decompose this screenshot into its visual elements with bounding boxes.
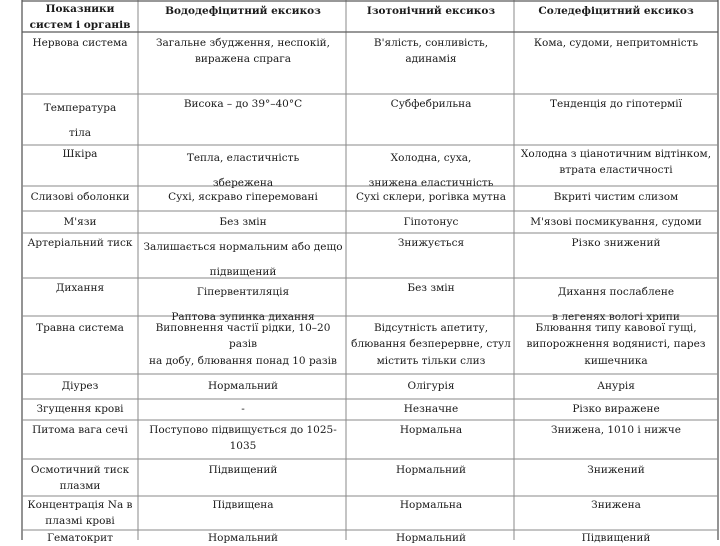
row-label: Слизові оболонки [30,191,130,203]
table-cell: Анурія [597,380,635,392]
table-cell: Сухі, яскраво гіперемовані [168,191,318,203]
row-label: Травна система [36,322,124,334]
table-cell: Нормальний [207,380,278,392]
table-cell: Тепла, еластичність збережена [186,152,300,190]
row-label: Гематокрит [47,532,113,544]
header-water-deficit: Вододефіцитний ексикоз [165,5,321,17]
table-cell: Блювання типу кавової гущі, випорожнення водянисті, парез кишечника [526,322,706,367]
row-label: Осмотичний тиск плазми [30,464,130,493]
table-cell: Нормальна [399,424,463,436]
table-cell: Різко знижений [571,237,661,249]
table-cell: - [241,403,245,415]
row-label: Нервова система [32,37,128,49]
table-cell: Нормальний [395,532,466,544]
table-cell: Без змін [407,282,455,294]
table-cell: Нормальна [399,499,463,511]
table-cell: Різко виражене [572,403,660,415]
row-label: Дихання [55,282,105,294]
table-cell: Сухі склери, рогівка мутна [356,191,506,203]
table-cell: Холодна, суха, знижена еластичність [368,152,494,190]
table-cell: Відсутність апетиту, блювання безперервне, стул містить тільки слиз [351,322,511,367]
row-label: Діурез [61,380,99,392]
table-cell: Знижується [397,237,465,249]
table-cell: Виповнення частії рідки, 10–20 разів на добу, блювання понад 10 разів [149,322,337,367]
table-cell: Вкриті чистим слизом [553,191,679,203]
table-cell: Без змін [219,216,267,228]
table-cell: Залишається нормальним або дещо підвищений [143,241,343,279]
row-label: Питома вага сечі [32,424,128,436]
table-cell: Підвищена [212,499,274,511]
table-cell: Нормальний [207,532,278,544]
row-label: Концентрація Na в плазмі крові [27,499,133,528]
table-cell: Підвищений [208,464,278,476]
header-salt-deficit: Соледефіцитний ексикоз [538,5,694,17]
header-indicators: Показники систем і органів [29,3,131,32]
table-cell: Кома, судоми, непритомність [533,37,699,49]
table-cell: Висока – до 39°–40°С [183,98,303,110]
table-cell: Нормальний [395,464,466,476]
table-cell: М'язові посмикування, судоми [530,216,702,228]
row-label: М'язи [63,216,97,228]
table-cell: В'ялість, сонливість, адинамія [373,37,489,66]
table-cell: Поступово підвищується до 1025-1035 [149,424,337,453]
table-cell: Знижений [587,464,645,476]
table-cell: Субфебрильна [390,98,472,110]
table-cell: Гіпервентиляція Раптова зупинка дихання [171,286,315,324]
row-label: Шкіра [62,148,98,160]
row-label: Артеріальний тиск [27,237,133,249]
table-cell: Дихання послаблене в легенях вологі хрипи [552,286,680,324]
table-cell: Незначне [403,403,459,415]
header-isotonic: Ізотонічний ексикоз [366,5,496,17]
table-cell: Знижена [591,499,641,511]
table-cell: Гіпотонус [403,216,459,228]
table-cell: Олігурія [407,380,455,392]
table-cell: Холодна з ціанотичним відтінком, втрата еластичності [520,148,712,177]
table-cell: Підвищений [581,532,651,544]
table-cell: Тенденція до гіпотермії [550,98,682,110]
row-label: Згущення крові [36,403,124,415]
table-cell: Знижена, 1010 і нижче [551,424,681,436]
row-label: Температура тіла [43,102,117,140]
table-cell: Загальне збудження, неспокій, виражена спрага [155,37,331,66]
